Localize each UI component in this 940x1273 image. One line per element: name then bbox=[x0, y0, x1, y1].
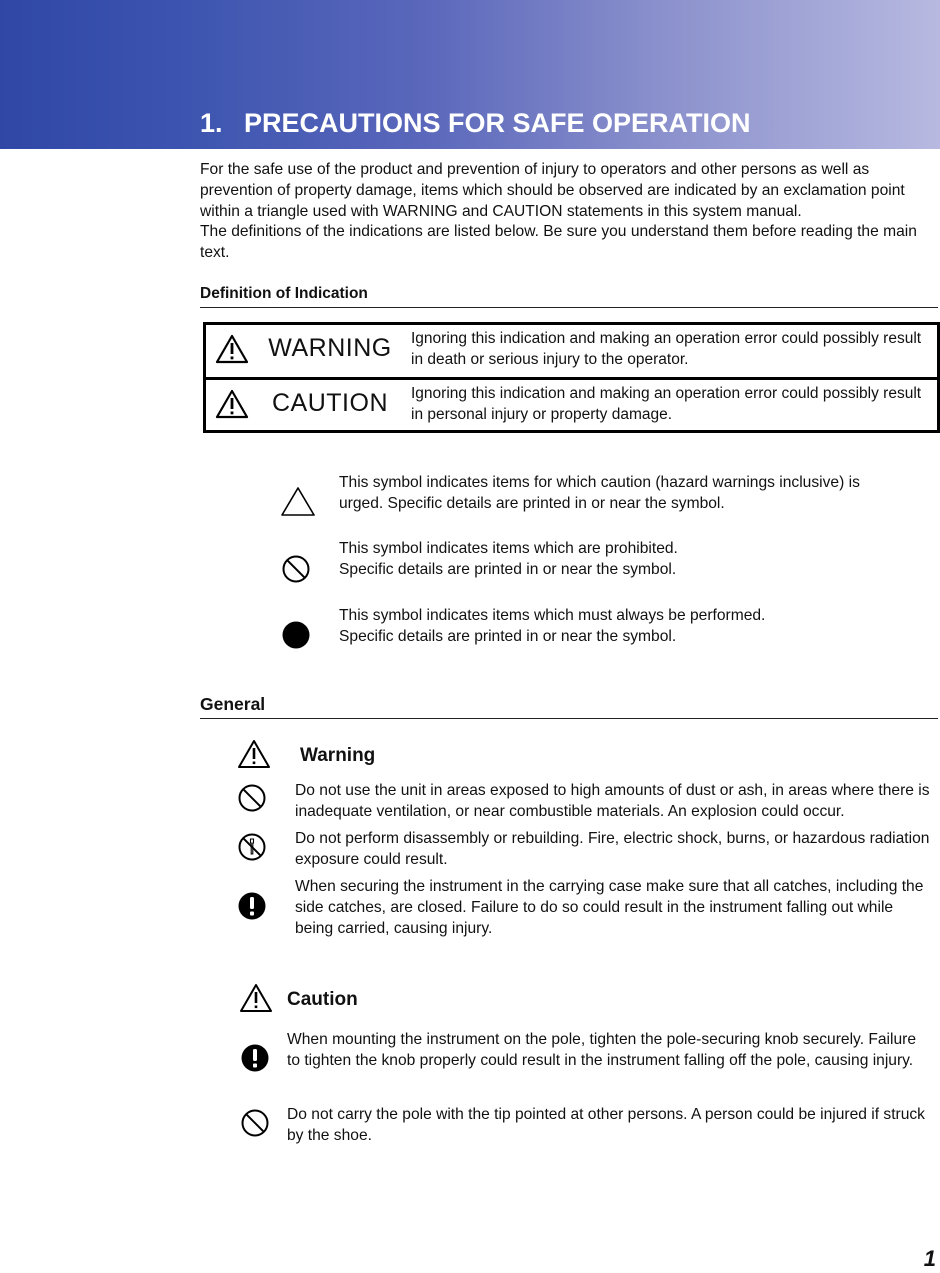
warning-triangle-icon bbox=[215, 334, 249, 364]
definition-table bbox=[203, 322, 940, 433]
mandatory-action-icon bbox=[240, 1043, 270, 1073]
warning-item-1: Do not use the unit in areas exposed to high amounts of dust or ash, in areas where there is inadequate ventilation, or near combustible materials. An explosion could occur. bbox=[295, 782, 930, 820]
symbol-mandatory-text: This symbol indicates items which must always be performed. Specific details are printed in or near the symbol. bbox=[339, 607, 766, 645]
caution-item-1: When mounting the instrument on the pole, tighten the pole-securing knob securely. Failure to tighten the knob properly could result in the instrument falling off the pole, causing injury. bbox=[287, 1031, 917, 1069]
warning-triangle-icon bbox=[237, 739, 271, 769]
caution-item-2: Do not carry the pole with the tip pointed at other persons. A person could be injured if struck by the shoe. bbox=[287, 1106, 925, 1144]
warning-item-2: Do not perform disassembly or rebuilding. Fire, electric shock, burns, or hazardous radiation exposure could result. bbox=[295, 830, 930, 868]
chapter-number: 1. bbox=[200, 108, 223, 138]
prohibited-icon bbox=[281, 554, 311, 584]
intro-paragraph bbox=[200, 160, 938, 264]
caution-triangle-icon bbox=[215, 389, 249, 419]
intro-line-1: For the safe use of the product and prevention of injury to operators and other persons as well as prevention of property damage, items which should be observed are indicated by an exclamation point within a triangle used with WARNING and CAUTION statements in this system manual. bbox=[200, 161, 905, 220]
warning-subheading: Warning bbox=[300, 745, 376, 766]
caution-description: Ignoring this indication and making an operation error could possibly result in personal injury or property damage. bbox=[411, 385, 922, 423]
symbol-prohibited-text: This symbol indicates items which are prohibited. Specific details are printed in or near the symbol. bbox=[339, 540, 678, 578]
prohibited-icon bbox=[237, 783, 267, 813]
caution-subheading: Caution bbox=[287, 989, 358, 1010]
symbol-caution-text: This symbol indicates items for which caution (hazard warnings inclusive) is urged. Specific details are printed in or near the symbol. bbox=[339, 474, 860, 512]
mandatory-action-icon bbox=[281, 620, 311, 650]
caution-triangle-icon bbox=[239, 983, 273, 1013]
warning-description: Ignoring this indication and making an operation error could possibly result in death or serious injury to the operator. bbox=[411, 330, 922, 368]
prohibited-icon bbox=[240, 1108, 270, 1138]
general-heading: General bbox=[200, 693, 938, 719]
page-number: 1 bbox=[923, 1246, 936, 1271]
definition-heading: Definition of Indication bbox=[200, 284, 938, 308]
chapter-title-text: PRECAUTIONS FOR SAFE OPERATION bbox=[244, 108, 751, 138]
intro-line-2: The definitions of the indications are listed below. Be sure you understand them before reading the main text. bbox=[200, 223, 917, 262]
warning-item-3: When securing the instrument in the carrying case make sure that all catches, including the side catches, are closed. Failure to do so could result in the instrument falling out while being carried, causing injury. bbox=[295, 878, 924, 937]
caution-label: CAUTION bbox=[272, 389, 388, 417]
mandatory-action-icon bbox=[237, 891, 267, 921]
chapter-title bbox=[200, 104, 751, 142]
caution-triangle-icon bbox=[280, 486, 316, 517]
definition-row-warning bbox=[206, 325, 937, 380]
no-disassembly-icon bbox=[237, 832, 267, 862]
definition-row-caution bbox=[206, 380, 937, 433]
warning-label: WARNING bbox=[268, 334, 392, 362]
